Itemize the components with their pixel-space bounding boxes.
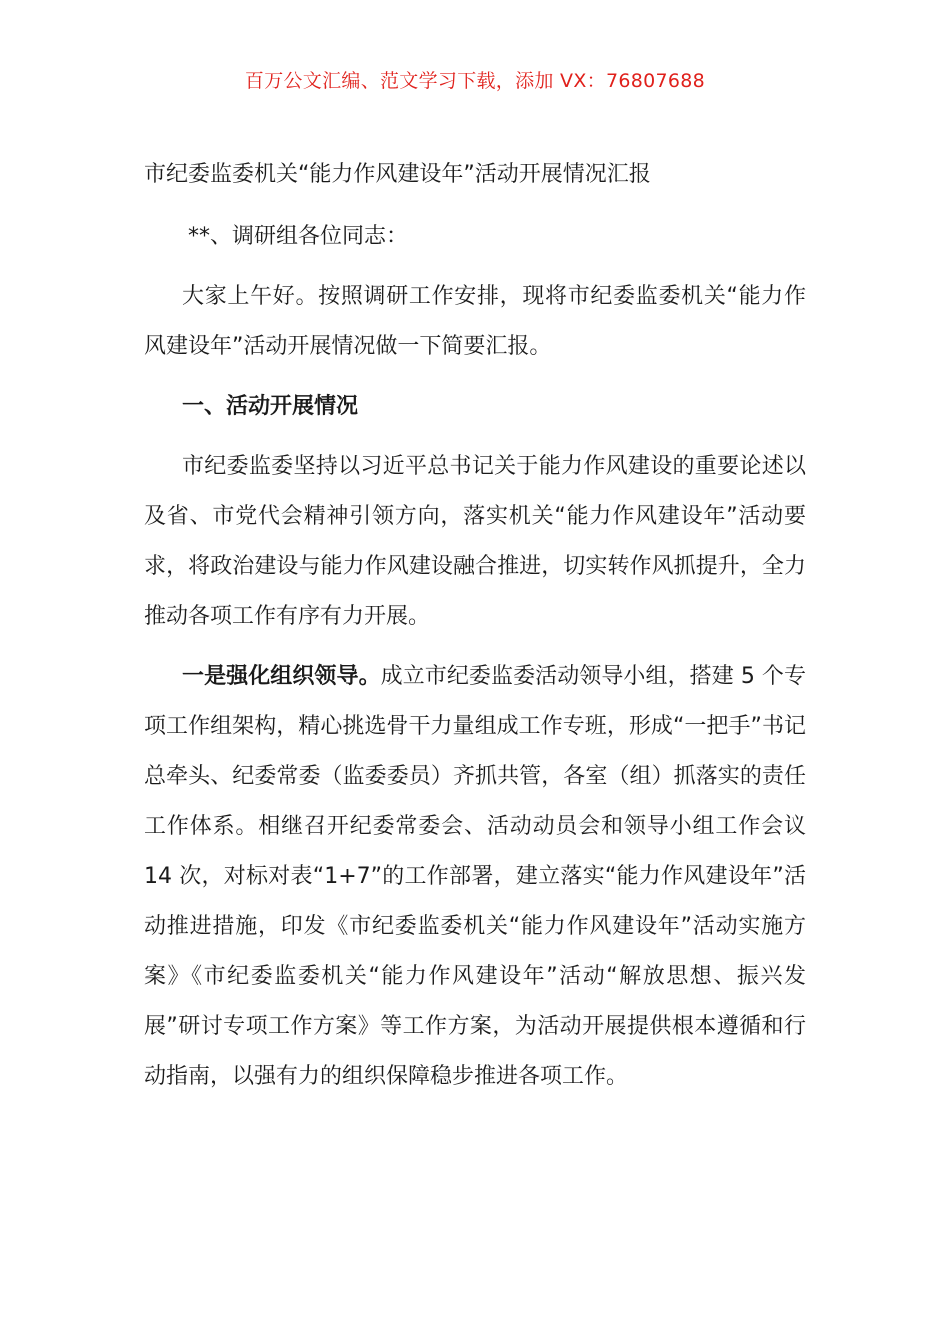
header-note: 百万公文汇编、范文学习下载，添加 VX：76807688 [244,70,706,92]
section-heading: 一、活动开展情况 [182,394,359,419]
salutation: **、调研组各位同志： [188,224,409,249]
document-title: 市纪委监委机关“能力作风建设年”活动开展情况汇报 [144,162,651,187]
intro-paragraph: 大家上午好。按照调研工作安排，现将市纪委监委机关“能力作风建设年”活动开展情况做一下简要汇报。 [144,284,806,359]
point-lead: 一是强化组织领导。 [182,664,381,689]
section-paragraph: 市纪委监委坚持以习近平总书记关于能力作风建设的重要论述以及省、市党代会精神引领方向，落实机关“能力作风建设年”活动要求，将政治建设与能力作风建设融合推进，切实转作风抓提升，全力推动各项工作有序有力开展。 [144,454,806,629]
point-body: 成立市纪委监委活动领导小组，搭建 5 个专项工作组架构，精心挑选骨干力量组成工作专班，形成“一把手”书记总牵头、纪委常委（监委委员）齐抓共管，各室（组）抓落实的责任工作体系。相继召开纪委常委会、活动动员会和领导小组工作会议 14 次，对标对表“1+7”的工作部署，建立落实“能力作风建设年”活动推进措施，印发《市纪委监委机关“能力作风建设年”活动实施方案》《市纪委监委机关“能力作风建设年”活动“解放思想、振兴发展”研讨专项工作方案》等工作方案，为活动开展提供根本遵循和行动指南，以强有力的组织保障稳步推进各项工作。 [144,664,806,1089]
point-paragraph [144,652,806,1102]
document-body [144,150,806,1112]
